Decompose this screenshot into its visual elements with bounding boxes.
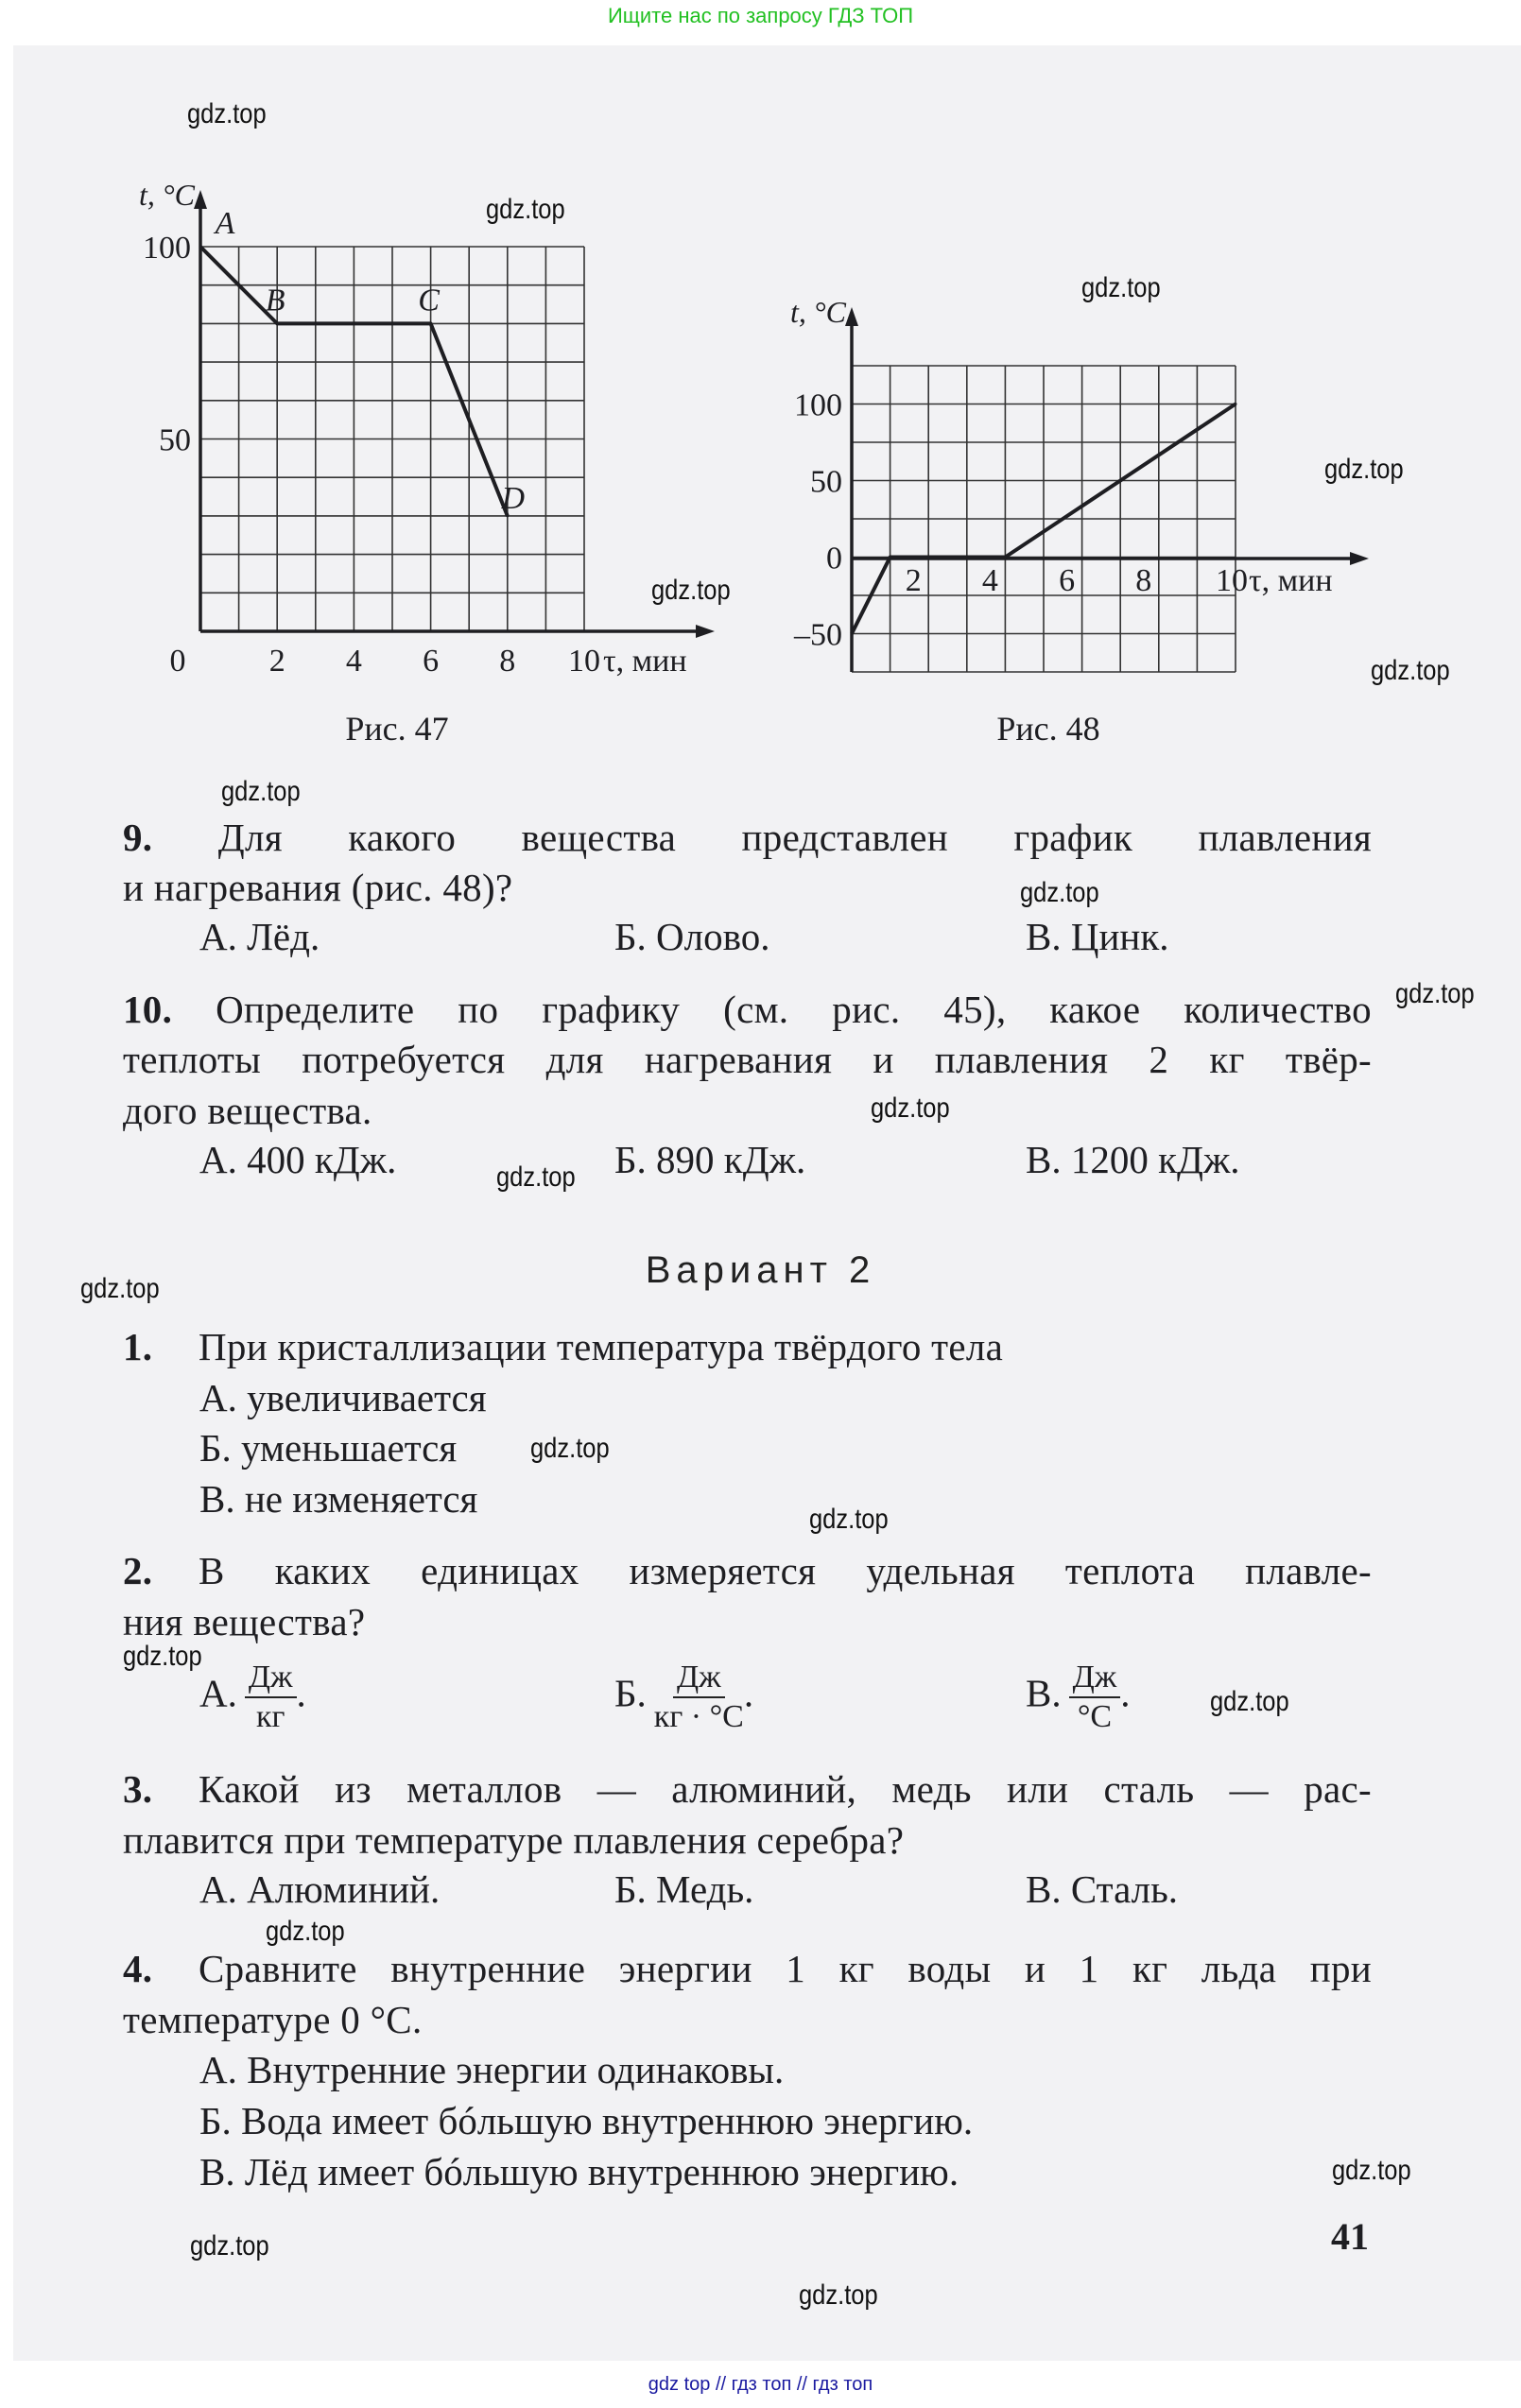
- watermark: gdz.top: [1371, 655, 1450, 686]
- q10-line3: дого вещества.: [123, 1089, 372, 1132]
- watermark: gdz.top: [1210, 1686, 1289, 1717]
- v2q2-answer-b: Б. $\frac{Дж}{кг \cdot ^\circ С}$ .: [614, 1660, 754, 1734]
- q9-number: 9.: [123, 816, 153, 859]
- data-point: [851, 632, 854, 635]
- q10-answer-c: В. 1200 кДж.: [1026, 1138, 1240, 1181]
- data-point: [1004, 556, 1007, 559]
- v2q3-text: Какой из металлов — алюминий, медь или сталь — рас-: [199, 1767, 1372, 1811]
- q9-answer-b: Б. Олово.: [614, 915, 770, 958]
- denominator: кг · °С: [653, 1699, 744, 1734]
- v2q3-answer-c: В. Сталь.: [1026, 1867, 1179, 1911]
- v2q4-answer-c: В. Лёд имеет бóльшую внутреннюю энергию.: [199, 2150, 959, 2193]
- watermark: gdz.top: [221, 776, 301, 807]
- q9-answer-c: В. Цинк.: [1026, 915, 1169, 958]
- x-tick-label: 4: [981, 563, 998, 598]
- answer-letter: Б.: [614, 1671, 647, 1715]
- numerator: Дж: [673, 1659, 725, 1698]
- v2q1-answer-b: Б. уменьшается: [199, 1426, 458, 1470]
- y-tick-label: 100: [143, 231, 191, 266]
- answer-letter: А.: [199, 1671, 237, 1715]
- x-tick-label: 6: [1059, 563, 1076, 598]
- x-tick-label: 4: [345, 644, 362, 679]
- q9-answer-a: А. Лёд.: [199, 915, 320, 958]
- v2q2-line1: [123, 1547, 1372, 1594]
- data-point: [889, 556, 891, 559]
- watermark: gdz.top: [871, 1092, 950, 1124]
- watermark: gdz.top: [809, 1504, 889, 1535]
- watermark: gdz.top: [1020, 877, 1099, 908]
- v2q2-answer-c: В. $\frac{Дж}{^\circ С}$ .: [1026, 1660, 1131, 1734]
- variant-heading: Вариант 2: [645, 1249, 876, 1291]
- data-point: [199, 246, 202, 249]
- q9-line2: и нагревания (рис. 48)?: [123, 866, 513, 909]
- watermark: gdz.top: [190, 2230, 269, 2262]
- x-tick-label: 0: [169, 644, 186, 679]
- v2q1-number: 1.: [123, 1325, 153, 1368]
- q10-line2: теплоты потребуется для нагревания и плавления 2 кг твёр-: [123, 1038, 1372, 1081]
- v2q4-answer-a: А. Внутренние энергии одинаковы.: [199, 2048, 785, 2091]
- x-tick-label: 8: [1135, 563, 1152, 598]
- watermark: gdz.top: [266, 1916, 345, 1947]
- watermark: gdz.top: [651, 575, 731, 606]
- y-axis-label: t, °C: [789, 295, 846, 329]
- answer-letter: В.: [1026, 1671, 1062, 1715]
- v2q4-line1: [123, 1945, 1372, 1992]
- watermark: gdz.top: [1332, 2155, 1411, 2186]
- watermark: gdz.top: [80, 1273, 160, 1304]
- v2q1-line: [123, 1323, 1372, 1370]
- data-point: [276, 322, 279, 325]
- q10-answer-a: А. 400 кДж.: [199, 1138, 397, 1181]
- x-tick-label: 6: [423, 644, 440, 679]
- data-point: [429, 322, 432, 325]
- v2q2-number: 2.: [123, 1549, 153, 1592]
- q10-text: Определите по графику (см. рис. 45), какое количество: [216, 988, 1372, 1031]
- x-axis-label: τ, мин: [1249, 563, 1333, 598]
- v2q4-answer-b: Б. Вода имеет бóльшую внутреннюю энергию.: [199, 2099, 974, 2142]
- y-tick-label: 100: [794, 387, 842, 423]
- y-axis-arrow-icon: [845, 307, 858, 326]
- x-tick-label: 2: [905, 563, 922, 598]
- v2q2-line2: ния вещества?: [123, 1600, 366, 1643]
- watermark: gdz.top: [486, 194, 565, 225]
- point-label: D: [501, 480, 526, 516]
- denominator: кг: [255, 1699, 285, 1734]
- v2q1-answer-a: А. увеличивается: [199, 1376, 487, 1419]
- v2q2-text: В каких единицах измеряется удельная теплота плавле-: [199, 1549, 1372, 1592]
- q9-line1: [123, 814, 1372, 861]
- watermark: gdz.top: [1395, 978, 1475, 1009]
- x-tick-label: 10: [568, 644, 600, 679]
- v2q3-number: 3.: [123, 1767, 153, 1811]
- point-label: C: [418, 283, 440, 318]
- v2q1-answer-c: В. не изменяется: [199, 1477, 478, 1521]
- figure-caption: Рис. 48: [996, 710, 1100, 748]
- watermark: gdz.top: [1081, 272, 1161, 303]
- q9-text: Для какого вещества представлен график плавления: [217, 816, 1372, 859]
- v2q3-line1: [123, 1765, 1372, 1813]
- v2q3-answer-a: А. Алюминий.: [199, 1867, 441, 1911]
- footer-links[interactable]: gdz top // гдз топ // гдз топ: [648, 2374, 873, 2395]
- v2q2-answer-a: А. $\frac{Дж}{кг}$ .: [199, 1660, 306, 1734]
- fraction: [245, 1659, 297, 1736]
- v2q3-line2: плавится при температуре плавления серебра?: [123, 1818, 905, 1862]
- x-axis-arrow-icon: [1350, 552, 1369, 565]
- x-tick-label: 2: [268, 644, 285, 679]
- y-tick-label: 0: [826, 541, 842, 576]
- x-axis-arrow-icon: [696, 625, 715, 638]
- watermark: gdz.top: [799, 2279, 878, 2311]
- v2q4-text: Сравните внутренние энергии 1 кг воды и 1 кг льда при: [199, 1947, 1372, 1990]
- numerator: Дж: [1069, 1659, 1121, 1698]
- watermark: gdz.top: [530, 1433, 610, 1464]
- v2q4-number: 4.: [123, 1947, 153, 1990]
- y-tick-label: –50: [794, 617, 842, 653]
- v2q1-text: При кристаллизации температура твёрдого тела: [199, 1325, 1004, 1368]
- x-tick-label: 10: [1216, 563, 1248, 598]
- fraction: [654, 1659, 744, 1736]
- y-axis-arrow-icon: [194, 190, 207, 209]
- v2q3-answer-b: Б. Медь.: [614, 1867, 754, 1911]
- search-banner[interactable]: Ищите нас по запросу ГДЗ ТОП: [607, 4, 914, 27]
- numerator: Дж: [245, 1659, 297, 1698]
- q10-line1: [123, 986, 1372, 1033]
- watermark: gdz.top: [123, 1641, 202, 1672]
- data-point: [1235, 403, 1237, 405]
- x-axis-label: τ, мин: [603, 644, 687, 679]
- v2q4-line2: температуре 0 °С.: [123, 1998, 423, 2041]
- page-number: 41: [1331, 2215, 1369, 2258]
- denominator: °С: [1077, 1699, 1113, 1734]
- watermark: gdz.top: [496, 1161, 576, 1193]
- point-label: B: [265, 283, 285, 318]
- q10-number: 10.: [123, 988, 173, 1031]
- figure-caption: Рис. 47: [345, 710, 449, 748]
- watermark: gdz.top: [1324, 454, 1404, 485]
- point-label: A: [215, 206, 235, 241]
- fraction: [1069, 1659, 1121, 1736]
- q10-answer-b: Б. 890 кДж.: [614, 1138, 806, 1181]
- y-axis-label: t, °C: [138, 178, 195, 212]
- y-tick-label: 50: [159, 422, 191, 458]
- x-tick-label: 8: [499, 644, 516, 679]
- y-tick-label: 50: [810, 464, 842, 500]
- watermark: gdz.top: [187, 98, 267, 129]
